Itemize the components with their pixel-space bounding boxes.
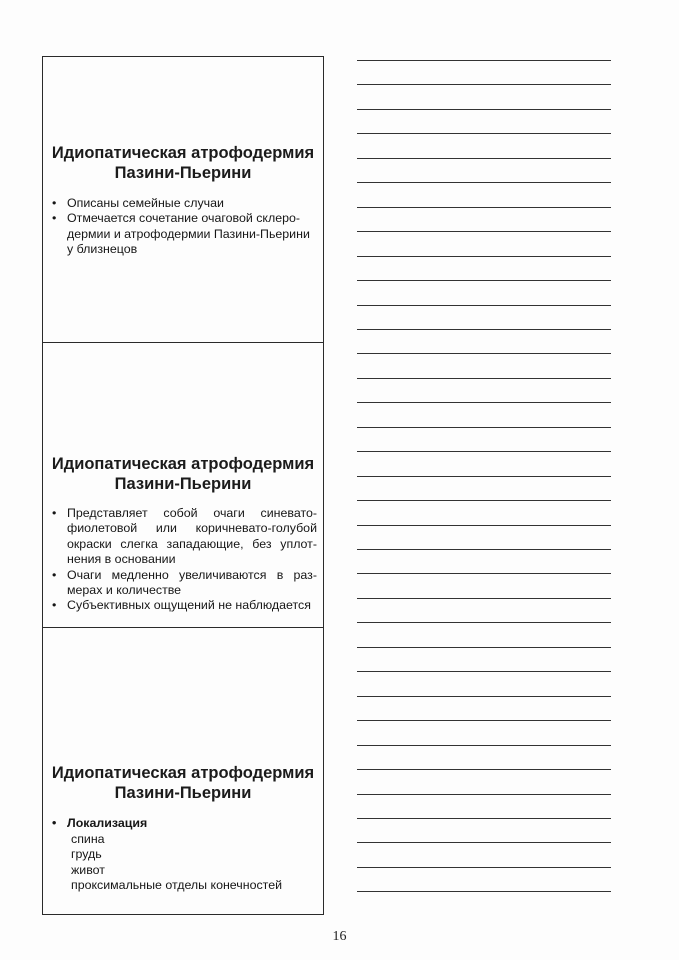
note-line — [357, 158, 611, 159]
bullet-heading: • Локализация — [51, 816, 317, 831]
location-list — [51, 832, 282, 894]
note-line — [357, 84, 611, 85]
note-line — [357, 573, 611, 574]
note-line — [357, 867, 611, 868]
note-line — [357, 745, 611, 746]
note-line — [357, 549, 611, 550]
note-line — [357, 305, 611, 306]
note-line — [357, 500, 611, 501]
note-line — [357, 720, 611, 721]
note-line — [357, 256, 611, 257]
slide-title — [43, 763, 323, 803]
location-item: грудь — [71, 847, 102, 862]
slide-title — [43, 143, 323, 183]
location-item: проксимальные отделы конечностей — [71, 878, 283, 893]
note-line — [357, 402, 611, 403]
slide-title-line-1: Идиопатическая атрофодермия — [51, 144, 315, 162]
page-number: 16 — [332, 929, 347, 944]
note-line — [357, 794, 611, 795]
bullet-list — [51, 506, 317, 614]
bullet-list — [51, 196, 317, 258]
note-line — [357, 451, 611, 452]
note-line — [357, 231, 611, 232]
slide-title — [43, 454, 323, 494]
bullet-item: • Очаги медленно увеличиваются в размерах и количестве — [51, 568, 317, 599]
slide-1 — [43, 57, 323, 342]
note-line — [357, 696, 611, 697]
note-line — [357, 280, 611, 281]
slide-title-line-2: Пазини-Пьерини — [114, 164, 252, 182]
slide-3 — [43, 627, 323, 914]
note-line — [357, 769, 611, 770]
location-item: живот — [71, 862, 105, 877]
note-line — [357, 525, 611, 526]
note-line — [357, 207, 611, 208]
bullet-item: • Описаны семейные случаи — [51, 196, 317, 211]
note-line — [357, 60, 611, 61]
note-line — [357, 647, 611, 648]
note-line — [357, 329, 611, 330]
bullet-list — [51, 816, 317, 831]
slides-column — [42, 56, 324, 915]
note-line — [357, 476, 611, 477]
note-line — [357, 182, 611, 183]
note-line — [357, 842, 611, 843]
note-line — [357, 891, 611, 892]
note-line — [357, 427, 611, 428]
note-line — [357, 378, 611, 379]
note-line — [357, 598, 611, 599]
note-line — [357, 109, 611, 110]
bullet-item: • Субъективных ощущений не наблюдается — [51, 598, 317, 613]
note-line — [357, 818, 611, 819]
note-line — [357, 671, 611, 672]
slide-title-line-2: Пазини-Пьерини — [114, 475, 252, 493]
slide-title-line-1: Идиопатическая атрофодермия — [51, 455, 315, 473]
bullet-item: • Отмечается сочетание очаговой склеродермии и атрофодермии Пазини-Пьерини у близнецов — [51, 211, 317, 257]
note-line — [357, 622, 611, 623]
slide-2 — [43, 342, 323, 627]
slide-title-line-1: Идиопатическая атрофодермия — [51, 764, 315, 782]
location-item: спина — [71, 832, 105, 846]
note-line — [357, 353, 611, 354]
slide-title-line-2: Пазини-Пьерини — [114, 784, 252, 802]
note-line — [357, 133, 611, 134]
bullet-item: • Представляет собой очаги синевато-фиолетовой или коричневато-голубой окраски слегка западающие, без уплотнения в основании — [51, 506, 317, 568]
